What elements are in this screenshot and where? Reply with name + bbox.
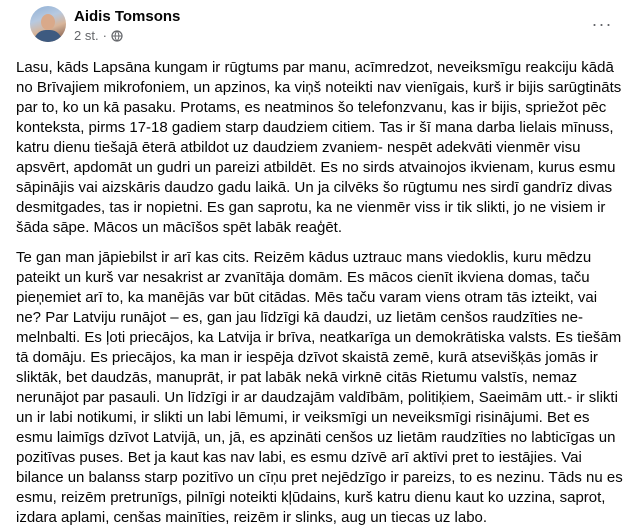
post-paragraph-1: Lasu, kāds Lapsāna kungam ir rūgtums par manu, acīmredzot, neveiksmīgu reakciju kādā no Brīvajiem mikrofoniem, un apzinos, ka viņš noteikti nav vienīgais, kurš ir bijis sarūgtināts par to, ko un kā pasaku. Protams, es neatminos šo telefonzvanu, kas ir bijis, spriežot pēc konteksta, pirms 17-18 gadiem starp daudziem citiem. Tas ir šī mana darba lielais mīnuss, katru dienu tiešajā ēterā atbildot uz daudziem zvaniem- nespēt adekvāti vienmēr visu apsvērt, apdomāt un gudri un pareizi atbildēt. Es no sirds atvainojos ikvienam, kurus esmu sāpinājis vai aizskāris daudzo gadu laikā. Un ja cilvēks šo rūgtumu nes sirdī gandrīz divas desmitgades, tas ir nopietni. Es gan saprotu, ka ne vienmēr viss ir tik slikti, jo ne visiem ir šāda sāpe. Mācos un mācīšos spēt labāk reaģēt. [16,59,622,236]
post-body [14,50,628,528]
globe-icon[interactable] [111,30,123,42]
post-meta [74,28,123,43]
post-paragraph-2: Te gan man jāpiebilst ir arī kas cits. Reizēm kādus uztrauc mans viedoklis, kuru mēdzu pateikt un kurš var nesakrist ar zvanītāja domām. Es mācos cienīt ikviena domas, taču pieņemiet arī to, ka manējās var būt citādas. Mēs taču varam viens otram tās izteikt, vai ne? Par Latviju runājot – es, gan jau līdzīgi kā daudzi, uz lietām cenšos raudzīties ne-melnbalti. Es ļoti priecājos, ka Latvija ir brīva, neatkarīga un demokrātiska valsts. Es tiešām tā domāju. Es priecājos, ka man ir iespēja dzīvot skaistā zemē, kurā atsevišķās jomās ir sliktāk, bet daudzās, manuprāt, ir pat labāk nekā virknē citās Rietumu valstīs, nemaz nerunājot par pasauli. Un līdzīgi ir ar daudzajām valdībām, politiķiem, Saeimām utt.- ir slikti un ir labi notikumi, ir slikti un labi lēmumi, ir veiksmīgi un neveiksmīgi risinājumi. Bet es esmu laimīgs dzīvot Latvijā, un, jā, es apzināti cenšos uz lietām raudzīties no labticīgas un pozitīvas puses. Bet ja kaut kas nav labi, es esmu dzīvē arī aktīvi pret to iestājies. Vai bilance un balanss starp pozitīvo un cīņu pret nejēdzīgo ir pareizs, to es nezinu. Tāds nu es esmu, reizēm pretrunīgs, pilnīgi noteikti kļūdains, kurš katru dienu kaut ko uzzina, saprot, izdara aplami, cenšas mainīties, reizēm ir slinks, aug un tiecas uz labo. [16,249,623,526]
post-time[interactable]: 2 st. [74,28,99,43]
post-header [14,0,628,50]
author-name[interactable]: Aidis Tomsons [74,8,181,25]
avatar-shirt [34,30,62,42]
meta-separator: · [102,28,107,43]
author-avatar[interactable] [30,6,66,42]
avatar-face [41,14,55,30]
more-icon[interactable]: ··· [591,13,613,34]
